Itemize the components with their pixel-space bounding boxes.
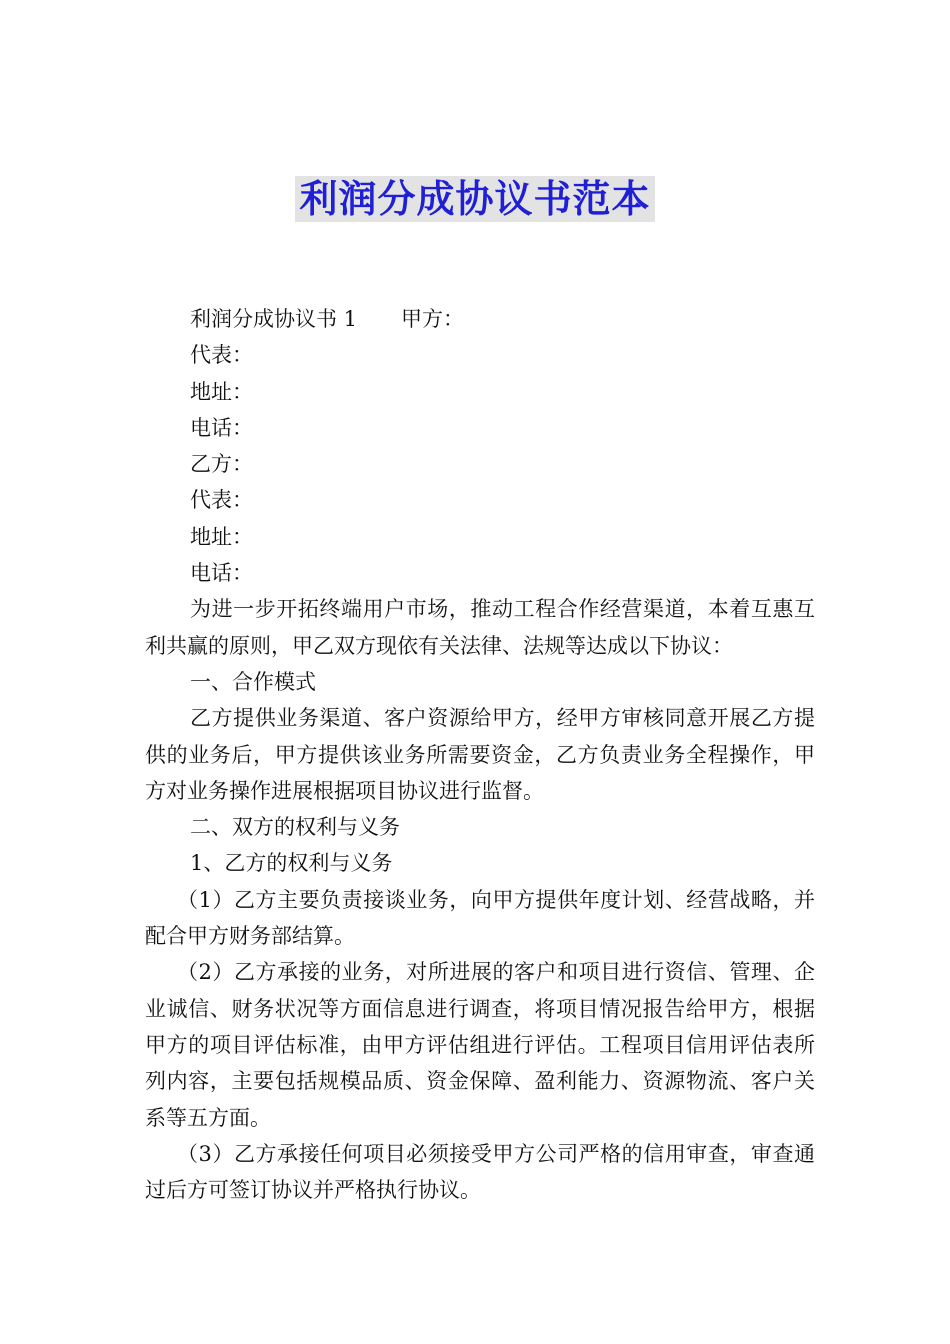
clause-2: （2）乙方承接的业务，对所进展的客户和项目进行资信、管理、企业诚信、财务状况等方面信息进行调查，将项目情况报告给甲方，根据甲方的项目评估标准，由甲方评估组进行评估。工程项目信用评估表所列内容，主要包括规模品质、资金保障、盈利能力、资源物流、客户关系等五方面。	[145, 960, 815, 1130]
party-a-phone: 电话：	[190, 415, 253, 440]
section-1-heading: 一、合作模式	[190, 669, 316, 694]
header-line	[145, 301, 815, 337]
section-2-subheading: 1、乙方的权利与义务	[190, 851, 393, 876]
title-container	[0, 176, 950, 222]
clause-1: （1）乙方主要负责接谈业务，向甲方提供年度计划、经营战略，并配合甲方财务部结算。	[145, 887, 815, 949]
document-body	[145, 301, 815, 1208]
party-a-representative: 代表：	[190, 343, 253, 368]
party-a-label: 甲方：	[401, 307, 465, 331]
intro-paragraph: 为进一步开拓终端用户市场，推动工程合作经营渠道，本着互惠互利共赢的原则，甲乙双方现依有关法律、法规等达成以下协议：	[145, 597, 815, 658]
clause-3: （3）乙方承接任何项目必须接受甲方公司严格的信用审查，审查通过后方可签订协议并严格执行协议。	[145, 1141, 815, 1203]
section-1-paragraph: 乙方提供业务渠道、客户资源给甲方，经甲方审核同意开展乙方提供的业务后，甲方提供该业务所需要资金，乙方负责业务全程操作，甲方对业务操作进展根据项目协议进行监督。	[145, 706, 815, 803]
document-title: 利润分成协议书范本	[295, 176, 654, 222]
party-a-address: 地址：	[190, 379, 253, 404]
section-2-heading: 二、双方的权利与义务	[190, 815, 400, 840]
party-b-phone: 电话：	[190, 561, 253, 586]
party-b-representative: 代表：	[190, 488, 253, 513]
party-b-label: 乙方：	[190, 452, 253, 477]
agreement-label: 利润分成协议书 1	[190, 307, 358, 331]
party-b-address: 地址：	[190, 524, 253, 549]
